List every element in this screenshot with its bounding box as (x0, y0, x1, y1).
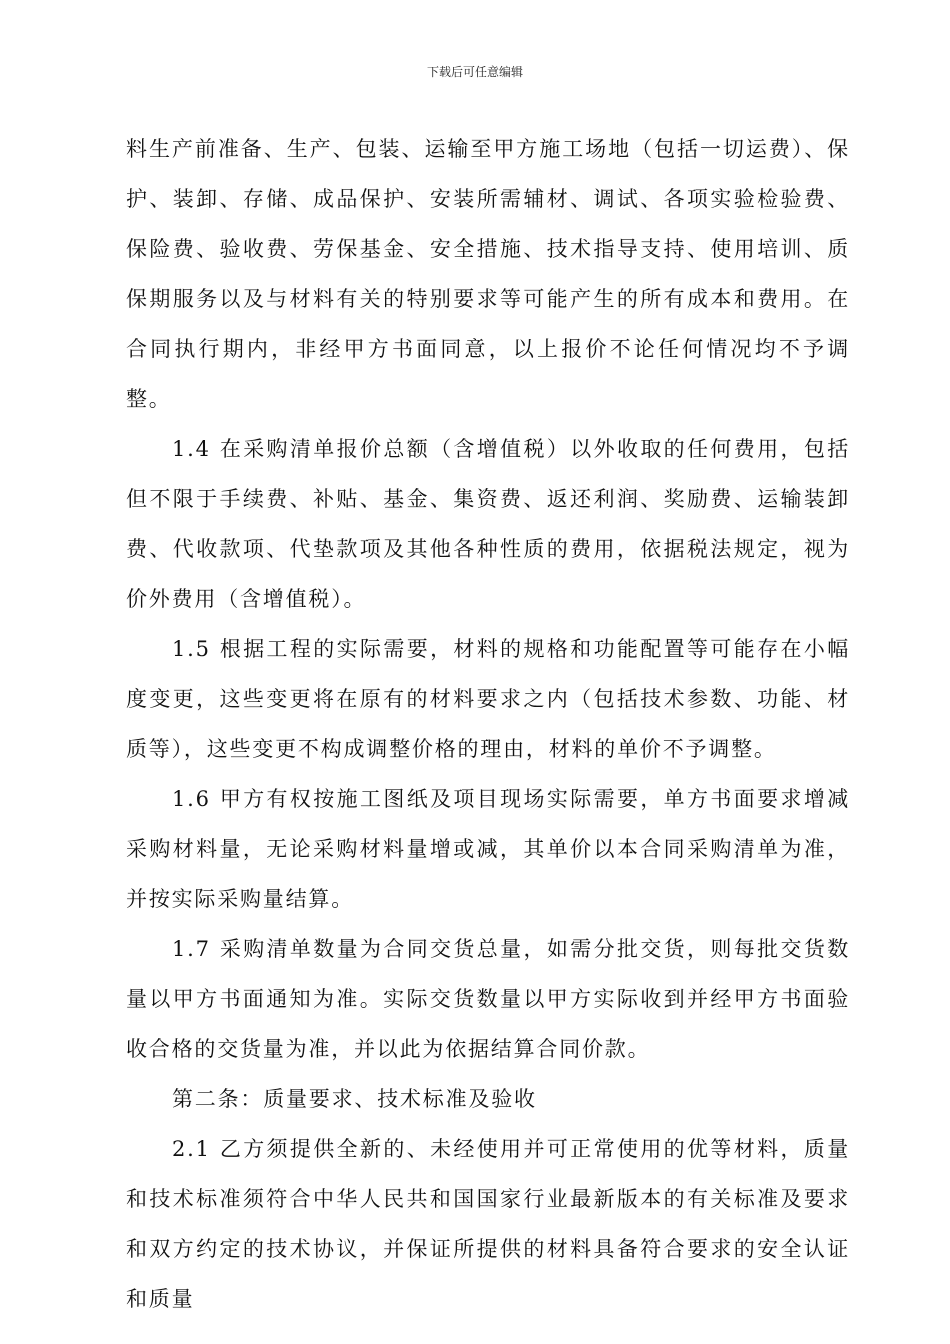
article-2-heading: 第二条：质量要求、技术标准及验收 (172, 1087, 537, 1111)
paragraph-clause-1-5: 1.5 根据工程的实际需要，材料的规格和功能配置等可能存在小幅度变更，这些变更将在原有的材料要求之内（包括技术参数、功能、材质等），这些变更不构成调整价格的理由，材料的单价不予调整。 (126, 637, 850, 761)
page-header: 下载后可任意编辑 (426, 65, 523, 79)
document-body (126, 124, 850, 1324)
paragraph-continuation: 料生产前准备、生产、包装、运输至甲方施工场地（包括一切运费）、保护、装卸、存储、成品保护、安装所需辅材、调试、各项实验检验费、保险费、验收费、劳保基金、安全措施、技术指导支持、使用培训、质保期服务以及与材料有关的特别要求等可能产生的所有成本和费用。在合同执行期内，非经甲方书面同意，以上报价不论任何情况均不予调整。 (126, 137, 850, 411)
paragraph-clause-2-1: 2.1 乙方须提供全新的、未经使用并可正常使用的优等材料，质量和技术标准须符合中华人民共和国国家行业最新版本的有关标准及要求和双方约定的技术协议，并保证所提供的材料具备符合要求的安全认证和质量 (126, 1137, 850, 1311)
paragraph-clause-1-7: 1.7 采购清单数量为合同交货总量，如需分批交货，则每批交货数量以甲方书面通知为准。实际交货数量以甲方实际收到并经甲方书面验收合格的交货量为准，并以此为依据结算合同价款。 (126, 937, 850, 1061)
paragraph-clause-1-6: 1.6 甲方有权按施工图纸及项目现场实际需要，单方书面要求增减采购材料量，无论采购材料量增或减，其单价以本合同采购清单为准，并按实际采购量结算。 (126, 787, 850, 911)
paragraph-clause-1-4: 1.4 在采购清单报价总额（含增值税）以外收取的任何费用，包括但不限于手续费、补贴、基金、集资费、返还利润、奖励费、运输装卸费、代收款项、代垫款项及其他各种性质的费用，依据税法规定，视为价外费用（含增值税）。 (126, 437, 850, 611)
